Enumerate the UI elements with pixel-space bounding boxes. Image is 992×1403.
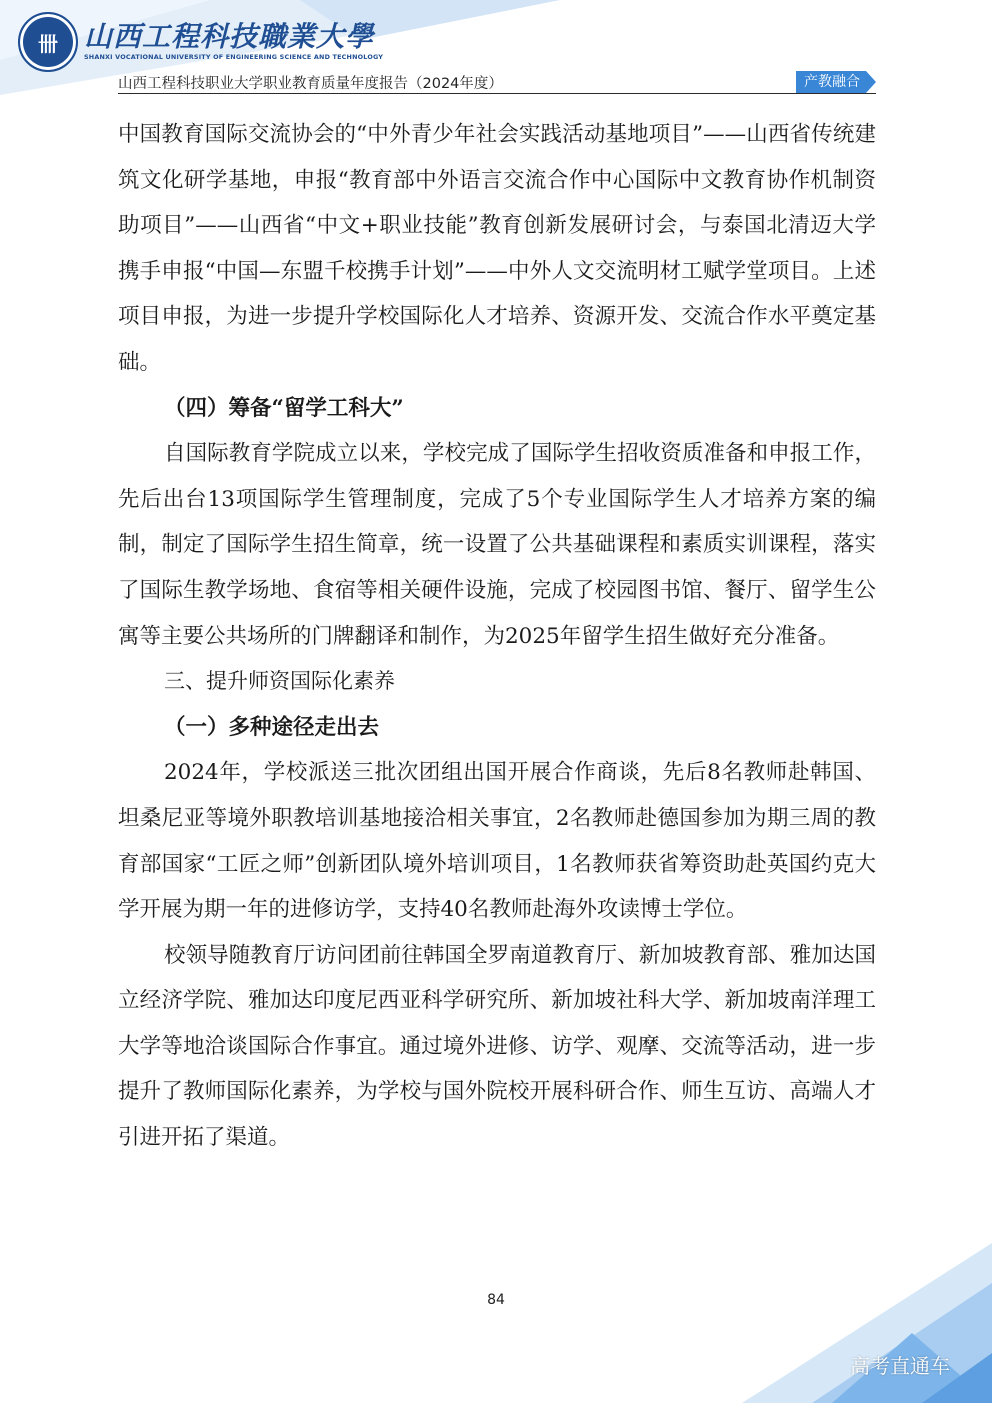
paragraph-teacher-exchange: 2024年，学校派送三批次团组出国开展合作商谈，先后8名教师赴韩国、坦桑尼亚等境外职教培训基地接洽相关事宜，2名教师赴德国参加为期三周的教育部国家“工匠之师”创新团队境外培训项目，1名教师获省筹资助赴英国约克大学开展为期一年的进修访学，支持40名教师赴海外攻读博士学位。 bbox=[118, 760, 876, 923]
heading-study-abroad: （四）筹备“留学工科大” bbox=[164, 395, 404, 421]
logo-chinese-name: 山西工程科技職業大學 bbox=[84, 20, 375, 54]
paragraph-leadership-visits: 校领导随教育厅访问团前往韩国全罗南道教育厅、新加坡教育部、雅加达国立经济学院、雅加达印度尼西亚科学研究所、新加坡社科大学、新加坡南洋理工大学等地洽谈国际合作事宜。通过境外进修、访学、观摩、交流等活动，进一步提升了教师国际化素养，为学校与国外院校开展科研合作、师生互访、高端人才引进开拓了渠道。 bbox=[118, 942, 876, 1151]
page-body bbox=[118, 112, 876, 1161]
university-seal-icon: 卌 bbox=[18, 12, 78, 72]
watermark-text: 高考直通车 bbox=[850, 1354, 950, 1378]
section-tag bbox=[796, 71, 876, 93]
header-divider bbox=[118, 93, 876, 94]
footer-decoration bbox=[662, 1243, 992, 1403]
paragraph-intl-projects: 中国教育国际交流协会的“中外青少年社会实践活动基地项目”——山西省传统建筑文化研学基地，申报“教育部中外语言交流合作中心国际中文教育协作机制资助项目”——山西省“中文+职业技能”教育创新发展研讨会，与泰国北清迈大学携手申报“中国—东盟千校携手计划”——中外人文交流明材工赋学堂项目。上述项目申报，为进一步提升学校国际化人才培养、资源开发、交流合作水平奠定基础。 bbox=[118, 122, 876, 375]
paragraph-intl-students: 自国际教育学院成立以来，学校完成了国际学生招收资质准备和申报工作，先后出台13项国际学生管理制度，完成了5个专业国际学生人才培养方案的编制，制定了国际学生招生简章，统一设置了公共基础课程和素质实训课程，落实了国际生教学场地、食宿等相关硬件设施，完成了校园图书馆、餐厅、留学生公寓等主要公共场所的门牌翻译和制作，为2025年留学生招生做好充分准备。 bbox=[118, 441, 876, 649]
section-tag-label: 产教融合 bbox=[804, 74, 860, 90]
page-number: 84 bbox=[487, 1292, 505, 1308]
heading-teacher-internationalization: 三、提升师资国际化素养 bbox=[164, 669, 395, 694]
heading-go-abroad: （一）多种途径走出去 bbox=[164, 714, 380, 740]
logo-english-name: SHANXI VOCATIONAL UNIVERSITY OF ENGINEERING SCIENCE AND TECHNOLOGY bbox=[84, 53, 384, 62]
university-logo bbox=[18, 12, 383, 72]
report-title: 山西工程科技职业大学职业教育质量年度报告（2024年度） bbox=[118, 76, 503, 92]
